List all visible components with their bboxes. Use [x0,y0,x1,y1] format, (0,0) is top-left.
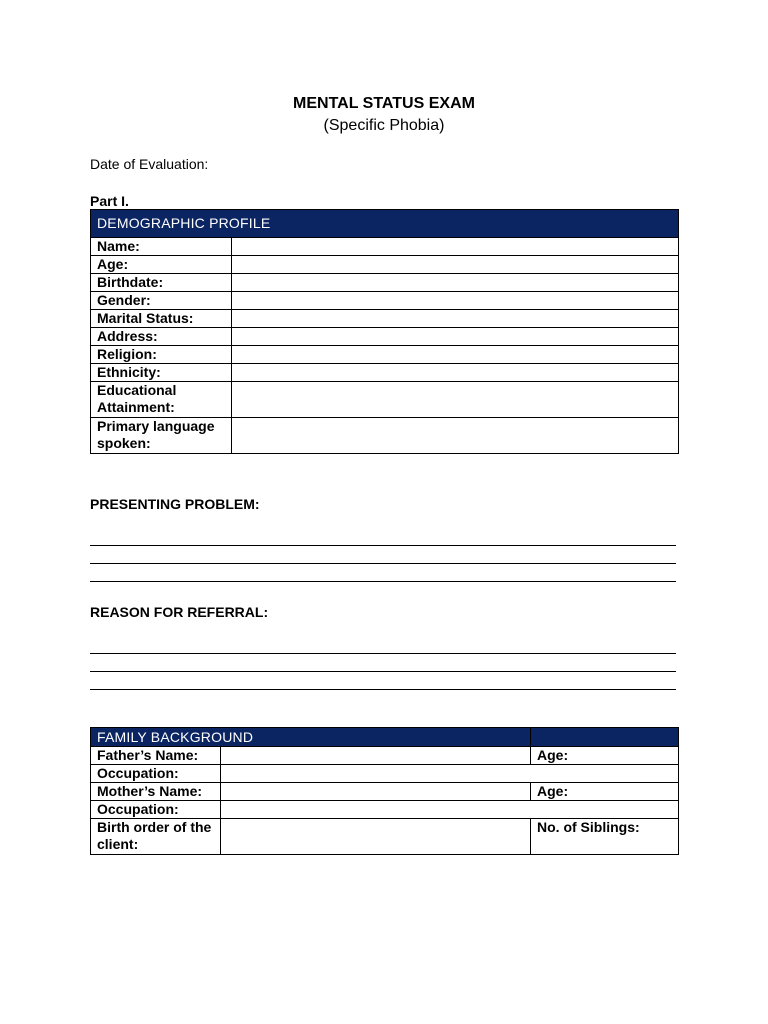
referral-line-2[interactable] [90,671,676,672]
ethnicity-field[interactable] [232,364,679,382]
field-label: Age: [91,256,232,274]
field-label: Educational Attainment: [91,382,232,418]
referral-line-3[interactable] [90,689,676,690]
date-of-evaluation-label: Date of Evaluation: [90,156,209,172]
name-field[interactable] [232,238,679,256]
table-row [91,328,679,346]
age-field[interactable] [232,256,679,274]
siblings-label[interactable]: No. of Siblings: [531,819,679,855]
mother-name-label: Mother’s Name: [91,783,221,801]
mother-age-label[interactable]: Age: [531,783,679,801]
family-background-header: FAMILY BACKGROUND [91,728,531,747]
birthdate-field[interactable] [232,274,679,292]
table-row [91,274,679,292]
field-label: Gender: [91,292,232,310]
table-row [91,346,679,364]
field-label: Address: [91,328,232,346]
field-label: Religion: [91,346,232,364]
father-name-label: Father’s Name: [91,747,221,765]
field-label: Birthdate: [91,274,232,292]
address-field[interactable] [232,328,679,346]
field-label: Primary language spoken: [91,418,232,454]
field-label: Marital Status: [91,310,232,328]
presenting-problem-line-2[interactable] [90,563,676,564]
table-row [91,418,679,454]
presenting-problem-line-3[interactable] [90,581,676,582]
presenting-problem-line-1[interactable] [90,545,676,546]
field-label: Name: [91,238,232,256]
family-header-spacer [531,728,679,747]
religion-field[interactable] [232,346,679,364]
field-label: Ethnicity: [91,364,232,382]
primary-language-field[interactable] [232,418,679,454]
demographic-profile-table [90,209,679,454]
table-row [91,765,679,783]
table-row [91,364,679,382]
educational-attainment-field[interactable] [232,382,679,418]
table-row [91,256,679,274]
birth-order-field[interactable] [221,819,531,855]
presenting-problem-heading: PRESENTING PROBLEM: [90,496,260,512]
father-occupation-field[interactable] [221,765,679,783]
reason-for-referral-heading: REASON FOR REFERRAL: [90,604,269,620]
mother-occupation-label: Occupation: [91,801,221,819]
table-row [91,819,679,855]
document-title: MENTAL STATUS EXAM [293,95,475,112]
mother-occupation-field[interactable] [221,801,679,819]
father-name-field[interactable] [221,747,531,765]
table-row [91,292,679,310]
father-age-label[interactable]: Age: [531,747,679,765]
part-label: Part I. [90,193,129,209]
referral-line-1[interactable] [90,653,676,654]
table-row [91,747,679,765]
mother-name-field[interactable] [221,783,531,801]
table-row [91,382,679,418]
table-row [91,238,679,256]
marital-status-field[interactable] [232,310,679,328]
table-row [91,783,679,801]
table-row [91,801,679,819]
demographic-profile-header: DEMOGRAPHIC PROFILE [91,210,679,238]
family-background-table [90,727,679,855]
table-row [91,310,679,328]
gender-field[interactable] [232,292,679,310]
document-subtitle: (Specific Phobia) [323,117,445,134]
birth-order-label: Birth order of the client: [91,819,221,855]
father-occupation-label: Occupation: [91,765,221,783]
